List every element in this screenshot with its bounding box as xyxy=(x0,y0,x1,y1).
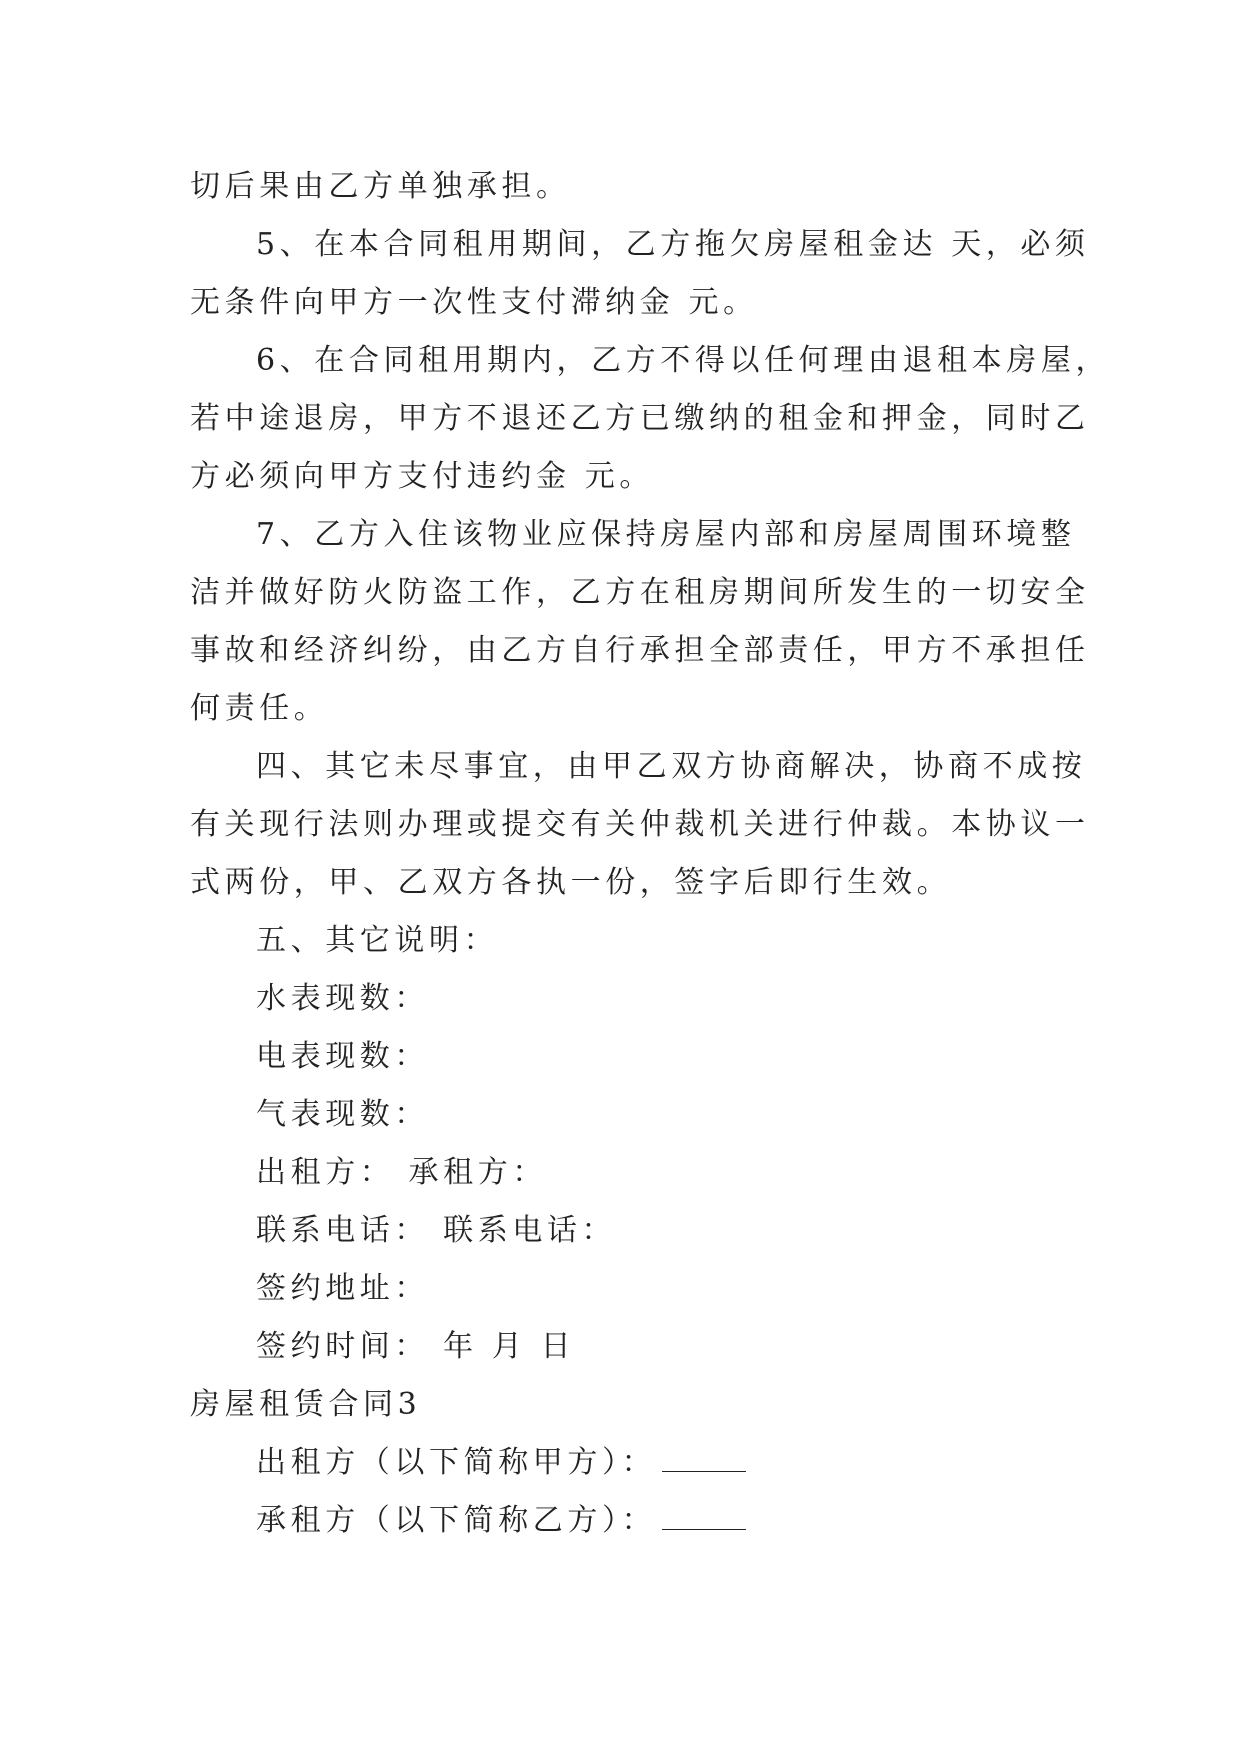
parties-line: 出租方： 承租方： xyxy=(256,1155,547,1190)
section-4-line: 有关现行法则办理或提交有关仲裁机关进行仲裁。本协议一 xyxy=(190,807,1090,842)
section-4-line: 四、其它未尽事宜，由甲乙双方协商解决，协商不成按 xyxy=(256,749,1087,784)
water-meter-line: 水表现数： xyxy=(256,981,429,1016)
section-4-line: 式两份，甲、乙双方各执一份，签字后即行生效。 xyxy=(190,865,952,900)
clause-7-line: 7、乙方入住该物业应保持房屋内部和房屋周围环境整 xyxy=(256,517,1076,552)
lessor-line xyxy=(190,1434,1060,1492)
contract-title: 房屋租赁合同3 xyxy=(190,1387,422,1422)
lessee-label: 承租方（以下简称乙方）： xyxy=(256,1503,657,1538)
section-5-heading: 五、其它说明： xyxy=(256,923,499,958)
clause-6-line: 6、在合同租用期内，乙方不得以任何理由退租本房屋， xyxy=(256,343,1111,378)
clause-7-line: 事故和经济纠纷，由乙方自行承担全部责任，甲方不承担任 xyxy=(190,633,1090,668)
phone-line: 联系电话： 联系电话： xyxy=(256,1213,617,1248)
gas-meter-line: 气表现数： xyxy=(256,1097,429,1132)
clause-6-line: 若中途退房，甲方不退还乙方已缴纳的租金和押金，同时乙 xyxy=(190,401,1090,436)
lessor-blank xyxy=(662,1445,746,1472)
clause-5-line: 5、在本合同租用期间，乙方拖欠房屋租金达 天，必须 xyxy=(256,227,1090,262)
lessor-label: 出租方（以下简称甲方）： xyxy=(256,1445,657,1480)
signing-address-line: 签约地址： xyxy=(256,1271,429,1306)
lessee-blank xyxy=(662,1503,746,1530)
clause-7-line: 洁并做好防火防盗工作，乙方在租房期间所发生的一切安全 xyxy=(190,575,1090,610)
clause-7-line: 何责任。 xyxy=(190,691,329,726)
document-page xyxy=(190,158,1111,1550)
clause-5-line: 无条件向甲方一次性支付滞纳金 元。 xyxy=(190,285,758,320)
clause-6-line: 方必须向甲方支付违约金 元。 xyxy=(190,459,654,494)
lessee-line xyxy=(190,1492,1060,1550)
paragraph-line: 切后果由乙方单独承担。 xyxy=(190,169,571,204)
electric-meter-line: 电表现数： xyxy=(256,1039,429,1074)
signing-date-line: 签约时间： 年 月 日 xyxy=(256,1329,576,1364)
